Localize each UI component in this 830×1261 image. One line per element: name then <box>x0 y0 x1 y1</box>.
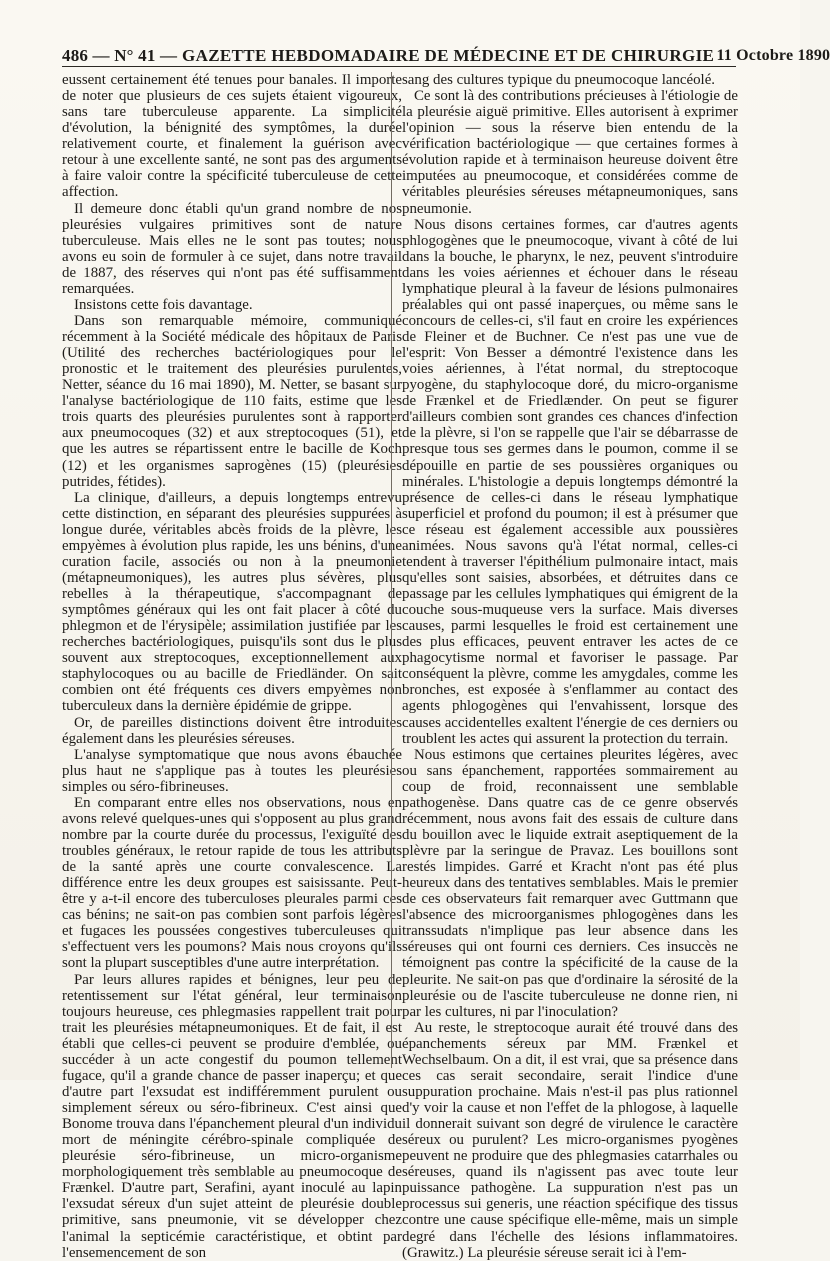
left-paragraph-9: Par leurs allures rapides et bénignes, leur peu de retentissement sur l'état général, leur terminaison toujours heureuse, ces phlegmasies rappellent trait pour trait les pleurésies métapneumoniques. Et de fait, il est établi que celles-ci peuvent se produire d'emblée, ou succéder à un acte congestif du poumon tellement fugace, qu'il a grande chance de passer inaperçu; et que d'autre part l'exsudat est indifféremment purulent ou simplement séreux ou séro-fibrineux. C'est ainsi que Bonome trouva dans l'épanchement pleural d'un individu mort de méningite cérébro-spinale compliquée de pleurésie séro-fibrineuse, un micro-organisme morphologiquement très semblable au pneumocoque de Frænkel. D'autre part, Serafini, ayant inoculé au lapin l'exsudat séreux d'un sujet atteint de pleurésie double primitive, sans pneumonie, vit se développer chez l'animal la septicémie caractéristique, et obtint par l'ensemencement de son <box>62 971 402 1261</box>
page-header <box>62 34 830 65</box>
left-column <box>62 72 402 1261</box>
publication-title: GAZETTE HEBDOMADAIRE DE MÉDECINE ET DE CHIRURGIE <box>182 46 715 65</box>
right-paragraph-4: Nous estimons que certaines pleurites légères, avec ou sans épanchement, rapportées sommairement au coup de froid, reconnaissent une semblable pathogenèse. Dans quatre cas de ce genre observés récemment, nous avons fait des essais de culture dans du bouillon avec le liquide extrait aseptiquement de la plèvre par la seringue de Pravaz. Les bouillons sont restés limpides. Garré et Kracht n'ont pas été plus heureux dans des tentatives semblables. Mais le premier de ces observateurs fait remarquer avec Guttmann que l'absence des microorganismes phlogogènes dans les transsudats n'implique pas leur absence dans les séreuses qui ont fourni ces derniers. Ces insuccès ne témoignent pas contre la spécificité de la cause de la pleurite. Ne sait-on pas que d'ordinaire la sérosité de la pleurésie ou de l'ascite tuberculeuse ne donne rien, ni par les cultures, ni par l'inoculation? <box>402 746 738 1020</box>
right-paragraph-1: sang des cultures typique du pneumocoque lancéolé. <box>402 72 716 88</box>
left-paragraph-2: Il demeure donc établi qu'un grand nombre de nos pleurésies vulgaires primitives sont de nature tuberculeuse. Mais elles ne le sont pas toutes; nous avons eu soin de formuler à ce sujet, dans notre travail de 1887, des réserves qui n'ont pas été suffisamment remarquées. <box>62 200 402 297</box>
left-paragraph-3: Insistons cette fois davantage. <box>74 296 253 313</box>
left-paragraph-7: L'analyse symptomatique que nous avons ébauchée plus haut ne s'applique pas à toutes les pleurésies simples ou séro-fibrineuses. <box>62 746 402 795</box>
right-paragraph-2: Ce sont là des contributions précieuses à l'étiologie de la pleurésie aiguë primitive. Elles autorisent à exprimer l'opinion — sous la réserve bien entendu de la vérification bactériologique — que certaines formes à évolution rapide et à terminaison heureuse doivent être imputées au pneumocoque, et considérées comme de véritables pleurésies séreuses métapneumoniques, sans pneumonie. <box>402 88 738 217</box>
right-column <box>402 72 738 1261</box>
column-divider <box>391 72 392 1068</box>
left-paragraph-6: Or, de pareilles distinctions doivent être introduites également dans les pleurésies séreuses. <box>62 714 402 747</box>
page-number: 486 — N° 41 — <box>62 46 178 65</box>
right-paragraph-5: Au reste, le streptocoque aurait été trouvé dans des épanchements séreux par MM. Frænkel et Wechselbaum. On a dit, il est vrai, que sa présence dans ces cas serait secondaire, serait l'indice d'une suppuration prochaine. Mais n'est-il pas plus rationnel d'y voir la cause et non l'effet de la phlogose, à laquelle il donnerait suivant son degré de virulence le caractère séreux ou purulent? Les micro-organismes pyogènes peuvent ne produire que des phlegmasies catarrhales ou séreuses, quand ils n'agissent pas avec toute leur puissance pathogène. La suppuration n'est pas un processus sui generis, une réaction spécifique des tissus contre une cause spécifique elle-même, mais un simple degré dans l'échelle des lésions inflammatoires. (Grawitz.) La pleurésie séreuse serait ici à l'em- <box>402 1019 738 1261</box>
left-paragraph-1: eussent certainement été tenues pour banales. Il importe de noter que plusieurs de ces sujets étaient vigoureux, sans tare tuberculeuse apparente. La simplicité d'évolution, la bénignité des symptômes, la durée relativement courte, et finalement la guérison avec retour à une excellente santé, ne sont pas des arguments à faire valoir contre la spécificité tuberculeuse de cette affection. <box>62 72 402 201</box>
header-rule <box>62 66 736 67</box>
left-paragraph-4: Dans son remarquable mémoire, communiqué récemment à la Société médicale des hôpitaux de Paris (Utilité des recherches bactériologiques pour le pronostic et le traitement des pleurésies purulentes, Netter, séance du 16 mai 1890), M. Netter, se basant sur l'analyse bactériologique de 110 faits, estime que les trois quarts des pleurésies purulentes sont à rapporter aux pneumocoques (32) et aux streptocoques (51), et que les autres se répartissent entre le bacille de Koch (12) et les organismes saprogènes (15) (pleurésies putrides, fétides). <box>62 312 402 490</box>
left-paragraph-8: En comparant entre elles nos observations, nous en avons relevé quelques-unes qui s'opposent au plus grand nombre par la courte durée du processus, l'exiguïté des troubles généraux, le retour rapide de tous les attributs de la santé après une courte convalescence. La différence entre les deux groupes est saisissante. Peut-être y a-t-il encore des tuberculoses pleurales parmi ces cas bénins; ne sait-on pas combien sont parfois légères et fugaces les poussées congestives tuberculeuses qui s'effectuent vers les poumons? Mais nous croyons qu'ils sont la plupart susceptibles d'une autre interprétation. <box>62 794 402 972</box>
left-paragraph-5: La clinique, d'ailleurs, a depuis longtemps entrevu cette distinction, en séparant des pleurésies suppurées à longue durée, véritables abcès froids de la plèvre, les empyèmes à évolution plus rapide, les uns bénins, d'une curation facile, associés ou non à la pneumonie (métapneumoniques), les autres plus sévères, plus rebelles à la thérapeutique, s'accompagnant de symptômes généraux qui les ont fait placer à côté du phlegmon et de l'érysipèle; assimilation justifiée par les recherches bactériologiques, puisqu'ils sont dus le plus souvent aux streptocoques, exceptionnellement aux staphylocoques ou au bacille de Friedländer. On sait combien ont été fréquents ces divers empyèmes non tuberculeux dans la dernière épidémie de grippe. <box>62 489 402 715</box>
issue-date: 11 Octobre 1890 <box>716 47 830 64</box>
right-paragraph-3: Nous disons certaines formes, car d'autres agents phlogogènes que le pneumocoque, vivant à côté de lui dans la bouche, le pharynx, le nez, peuvent s'introduire dans les voies aériennes et échouer dans le réseau lymphatique pleural à la faveur de lésions pulmonaires préalables qui ont passé inaperçues, ou même sans le concours de celles-ci, s'il faut en croire les expériences de Fleiner et de Buchner. Ce n'est pas une vue de l'esprit: Von Besser a démontré l'existence dans les voies aériennes, à l'état normal, du streptocoque pyogène, du staphylocoque doré, du micro-organisme de Frænkel et de Friedlænder. On peut se figurer d'ailleurs combien sont grandes ces chances d'infection de la plèvre, si l'on se rappelle que l'air se débarrasse de presque tous ses germes dans le poumon, comme il se dépouille en partie de ses poussières organiques ou minérales. L'histologie a depuis longtemps démontré la présence de celles-ci dans le réseau lymphatique superficiel et profond du poumon; il est à présumer que ce réseau est également accessible aux poussières animées. Nous savons qu'à l'état normal, celles-ci tendent à traverser l'épithélium pulmonaire intact, mais qu'elles sont saisies, absorbées, et détruites dans ce passage par les cellules lymphatiques qui émigrent de la couche sous-muqueuse vers la surface. Mais diverses causes, parmi lesquelles le froid est certainement une des plus efficaces, peuvent entraver les actes de ce phagocytisme normal et favoriser le passage. Par conséquent la plèvre, comme les amygdales, comme les bronches, est exposée à s'enflammer au contact des agents phlogogènes qui l'envahissent, lorsque des causes accidentelles exaltent l'énergie de ces derniers ou troublent les actes qui assurent la protection du terrain. <box>402 216 738 747</box>
